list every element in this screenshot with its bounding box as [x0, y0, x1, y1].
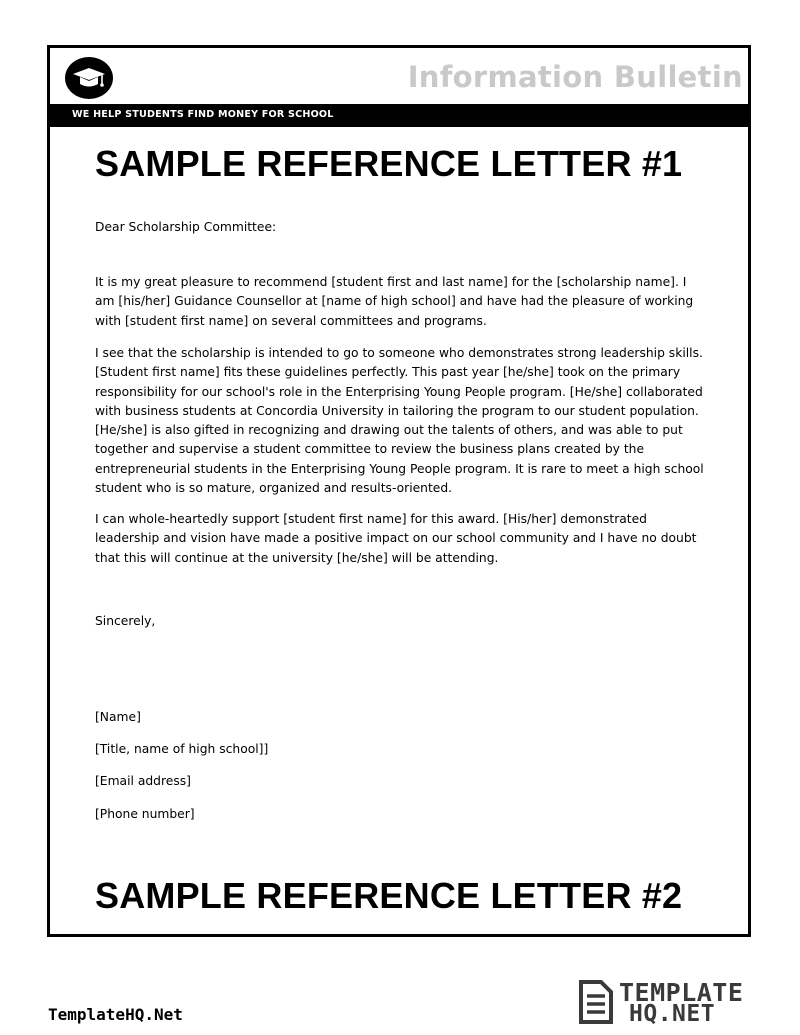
signature-email: [Email address]	[95, 774, 191, 788]
brand-line-1: TEMPLATE	[619, 978, 744, 1007]
graduation-cap-icon	[71, 62, 107, 94]
brand-logo	[577, 976, 762, 1028]
letter1-heading: SAMPLE REFERENCE LETTER #1	[95, 143, 683, 184]
document-icon	[577, 978, 615, 1026]
paragraph-1: It is my great pleasure to recommend [student first and last name] for the [scholarship name]. I am [his/her] Guidance Counsellor at [name of high school] and have had the pleasure of working with [student first name] on several committees and programs.	[95, 275, 694, 328]
brand-line-2: HQ.NET	[629, 1001, 716, 1027]
bulletin-title: Information Bulletin	[407, 60, 743, 94]
footer-site-text: TemplateHQ.Net	[48, 1005, 183, 1024]
tagline-bar	[50, 104, 748, 127]
signature-phone: [Phone number]	[95, 807, 195, 821]
signature-name: [Name]	[95, 710, 141, 724]
letter2-heading: SAMPLE REFERENCE LETTER #2	[95, 875, 683, 916]
closing: Sincerely,	[95, 614, 156, 628]
tagline: WE HELP STUDENTS FIND MONEY FOR SCHOOL	[72, 109, 334, 120]
signature-title: [Title, name of high school]]	[95, 742, 269, 756]
paragraph-3: I can whole-heartedly support [student first name] for this award. [His/her] demonstrated leadership and vision have made a positive impact on our school community and I have no doubt that this will continue at the university [he/she] will be attending.	[95, 512, 697, 565]
salutation: Dear Scholarship Committee:	[95, 220, 277, 234]
logo	[65, 57, 113, 99]
paragraph-2: I see that the scholarship is intended to go to someone who demonstrates strong leadership skills. [Student first name] fits these guidelines perfectly. This past year [he/she] took on the primary responsibility for our school's role in the Enterprising Young People program. [He/she] collaborated with business students at Concordia University in tailoring the program to our student population. [He/she] is also gifted in recognizing and drawing out the talents of others, and was able to put together and supervise a student committee to review the business plans created by the entrepreneurial students in the Enterprising Young People program. It is rare to meet a high school student who is so mature, organized and results-oriented.	[95, 346, 704, 496]
bulletin-frame	[47, 45, 751, 937]
